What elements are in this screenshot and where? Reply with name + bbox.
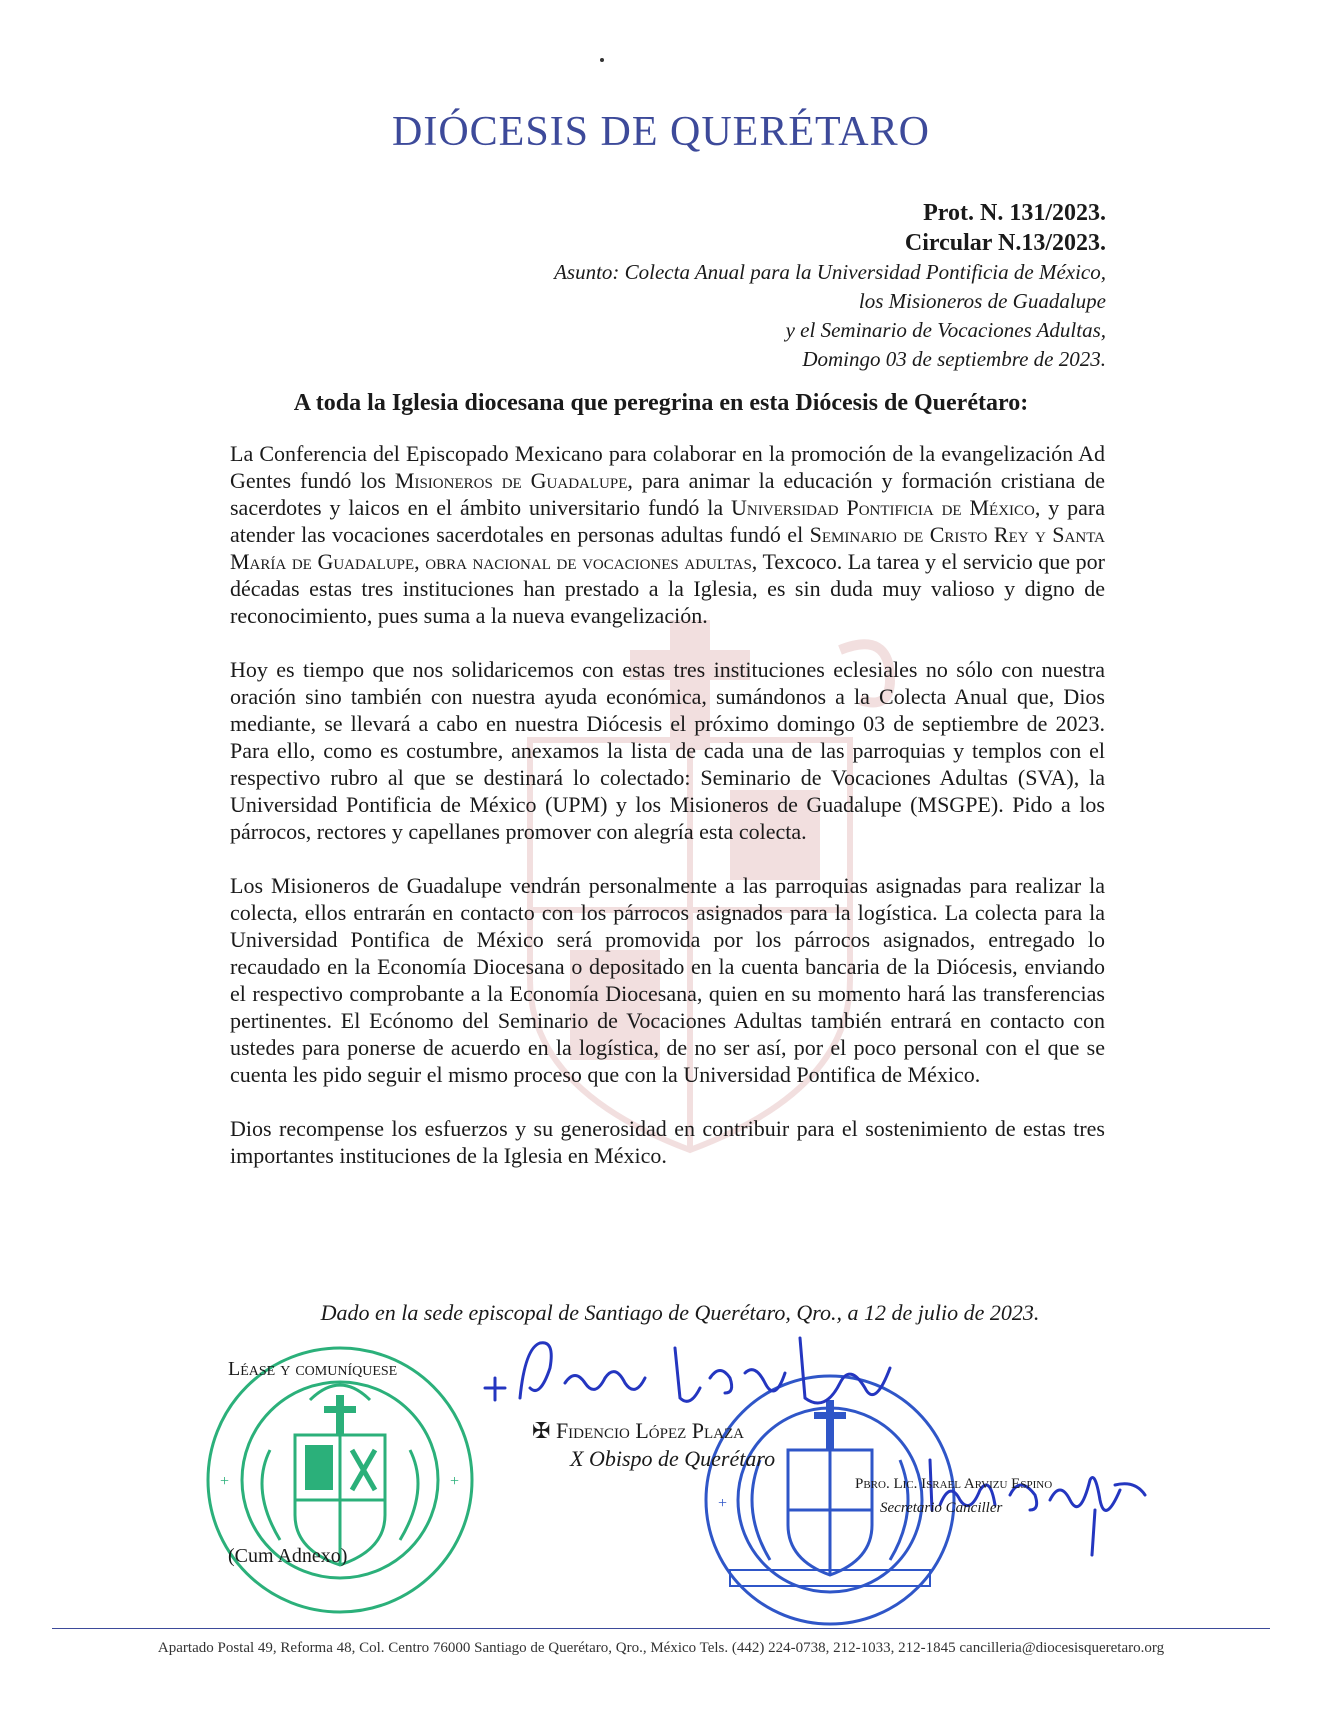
secretary-name-text: Pbro. Lic. Israel Arvizu Espino xyxy=(855,1476,1053,1492)
bishop-name-line xyxy=(532,1418,744,1444)
svg-text:+: + xyxy=(220,1473,230,1490)
reference-block xyxy=(554,198,1106,374)
secretary-name xyxy=(855,1476,1052,1493)
subject-line: y el Seminario de Vocaciones Adultas, xyxy=(785,318,1106,342)
lease-text: Léase y comuníquese xyxy=(228,1358,398,1380)
cum-adnexo: (Cum Adnexo) xyxy=(228,1545,348,1567)
episcopal-seal-green xyxy=(200,1340,480,1620)
paragraph-text: La Conferencia del Episcopado Mexicano para colaborar en la promoción de la evangelización Ad Gentes fundó los xyxy=(230,441,1105,493)
secretary-title: Secretario Canciller xyxy=(880,1500,1003,1516)
institution-name: Misioneros de Guadalupe xyxy=(394,468,628,493)
institution-name: Universidad Pontificia de México xyxy=(731,495,1035,520)
footer-divider xyxy=(52,1628,1270,1629)
institution-name: Seminario de Cristo Rey y Santa María de Guadalupe, obra nacional de vocaciones adultas xyxy=(230,522,1105,574)
bishop-name: Fidencio López Plaza xyxy=(555,1418,744,1443)
diocese-header: DIÓCESIS DE QUERÉTARO xyxy=(392,109,930,155)
subject-line: Asunto: Colecta Anual para la Universidad Pontificia de México, xyxy=(554,260,1106,284)
dated-line: Dado en la sede episcopal de Santiago de Querétaro, Qro., a 12 de julio de 2023. xyxy=(320,1300,1040,1325)
salutation: A toda la Iglesia diocesana que peregrina en esta Diócesis de Querétaro: xyxy=(293,390,1029,416)
paragraph-text: , y para atender las vocaciones sacerdotales en personas adultas fundó el xyxy=(230,495,1106,547)
footer-address: Apartado Postal 49, Reforma 48, Col. Centro 76000 Santiago de Querétaro, Qro., México Tels. (442) 224-0738, 212-1033, 212-1845 cancilleria@diocesisqueretaro.org xyxy=(157,1640,1165,1656)
paragraph-text: , Texcoco. La tarea y el servicio que por décadas estas tres instituciones han prestado a la Iglesia, es sin duda muy valioso y digno de reconocimiento, pues suma a la nueva evangelización. xyxy=(230,549,1106,628)
svg-text:+: + xyxy=(450,1473,460,1490)
paragraph-3: Los Misioneros de Guadalupe vendrán personalmente a las parroquias asignadas para realizar la colecta, ellos entrarán en contacto con los párrocos asignados para la logística. La colecta para la Universidad Pontifica de México será promovida por los párrocos asignados, entregado lo recaudado en la Economía Diocesana o depositado en la cuenta bancaria de la Diócesis, enviando el respectivo comprobante a la Economía Diocesana, quien en su momento hará las transferencias pertinentes. El Ecónomo del Seminario de Vocaciones Adultas también entrará en contacto con ustedes para ponerse de acuerdo en la logística, de no ser así, por el poco personal con el que se cuenta les pido seguir el mismo proceso que con la Universidad Pontifica de México. xyxy=(230,873,1105,1087)
corner-mark xyxy=(600,58,604,62)
subject-line: Domingo 03 de septiembre de 2023. xyxy=(802,347,1106,371)
svg-text:+: + xyxy=(718,1495,728,1512)
paragraph-2: Hoy es tiempo que nos solidaricemos con estas tres instituciones eclesiales no sólo con nuestra oración sino también con nuestra ayuda económica, sumándonos a la Colecta Anual que, Dios mediante, se llevará a cabo en nuestra Diócesis el próximo domingo 03 de septiembre de 2023. Para ello, como es costumbre, anexamos la lista de cada una de las parroquias y templos con el respectivo rubro al que se destinará lo colectado: Seminario de Vocaciones Adultas (SVA), la Universidad Pontificia de México (UPM) y los Misioneros de Guadalupe (MSGPE). Pido a los párrocos, rectores y capellanes promover con alegría esta colecta. xyxy=(230,657,1105,844)
circular-number: Circular N.13/2023. xyxy=(904,230,1106,256)
paragraph-text: , para animar la educación y formación cristiana de sacerdotes y laicos en el ámbito universitario fundó la xyxy=(230,468,1105,520)
bishop-signature xyxy=(480,1328,900,1418)
cross-icon: ✠ xyxy=(532,1418,551,1443)
letter-body xyxy=(230,440,1105,1196)
paragraph-4: Dios recompense los esfuerzos y su generosidad en contribuir para el sostenimiento de estas tres importantes instituciones de la Iglesia en México. xyxy=(230,1116,1105,1168)
subject-line: los Misioneros de Guadalupe xyxy=(858,289,1106,313)
paragraph-1 xyxy=(230,440,1105,629)
prot-number: Prot. N. 131/2023. xyxy=(923,200,1106,226)
lease-comuniquese xyxy=(228,1358,397,1381)
bishop-title: X Obispo de Querétaro xyxy=(570,1446,776,1471)
